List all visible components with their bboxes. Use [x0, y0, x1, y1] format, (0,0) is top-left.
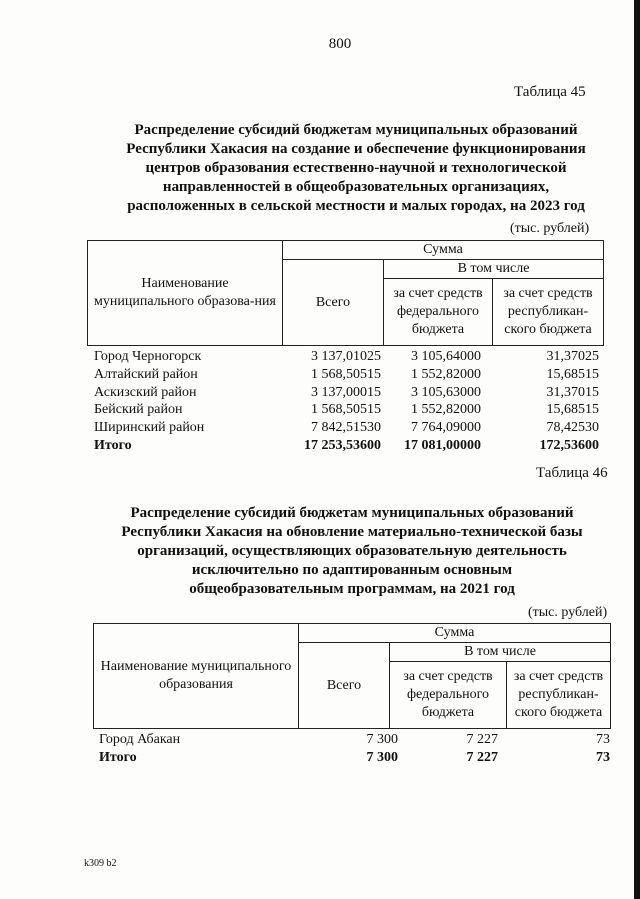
row-republic: 15,68515: [546, 402, 599, 418]
row-republic: 31,37015: [546, 384, 599, 400]
header-sum: Сумма: [283, 241, 604, 260]
summary-federal: 7 227: [466, 749, 498, 765]
title-line: Распределение субсидий бюджетам муниципальных образований: [134, 122, 578, 138]
row-federal: 1 552,82000: [411, 366, 481, 382]
row-total: 1 568,50515: [311, 366, 381, 382]
table-45-body: [94, 348, 599, 455]
row-federal: 7 227: [466, 732, 498, 747]
table-45-units: (тыс. рублей): [510, 221, 590, 236]
title-line: направленностей в общеобразовательных организациях,: [162, 179, 550, 195]
table-row: [94, 419, 599, 437]
summary-name: Итого: [99, 749, 137, 765]
row-name: Город Черногорск: [94, 349, 202, 364]
table-row: [94, 348, 599, 366]
header-including: В том числе: [384, 260, 604, 279]
page-number: 800: [328, 36, 352, 52]
header-federal: за счет средств федерального бюджета: [384, 279, 493, 346]
summary-name: Итого: [94, 437, 132, 453]
row-total: 3 137,00015: [311, 384, 381, 400]
header-total: Всего: [283, 260, 384, 346]
scan-edge: [634, 0, 640, 899]
table-summary-row: [94, 437, 599, 455]
table-46-label: Таблица 46: [536, 465, 608, 481]
table-45-header: [87, 240, 604, 346]
table-summary-row: [99, 749, 610, 767]
header-republic: за счет средств республикан-ского бюджета: [507, 662, 611, 729]
table-45-label: Таблица 45: [514, 84, 586, 100]
header-name-col: Наименование муниципального образова-ния: [88, 241, 283, 346]
row-total: 7 842,51530: [311, 420, 381, 436]
title-line: организаций, осуществляющих образовательную деятельность: [137, 543, 567, 559]
header-including: В том числе: [390, 643, 611, 662]
title-line: Республики Хакасия на создание и обеспечение функционирования: [126, 141, 586, 157]
summary-total: 7 300: [366, 749, 398, 765]
title-line: исключительно по адаптированным основным: [191, 562, 513, 578]
row-name: Бейский район: [94, 402, 183, 418]
header-name-col: Наименование муниципального образования: [94, 624, 299, 729]
row-federal: 7 764,09000: [411, 420, 481, 436]
row-republic: 78,42530: [546, 420, 599, 436]
table-row: [94, 384, 599, 402]
footer-code: k309 b2: [84, 858, 117, 869]
title-line: общеобразовательным программам, на 2021 год: [189, 581, 515, 597]
summary-republic: 73: [596, 749, 610, 765]
title-line: Распределение субсидий бюджетам муниципальных образований: [130, 505, 574, 521]
row-republic: 31,37025: [546, 349, 599, 364]
header-sum: Сумма: [299, 624, 611, 643]
summary-federal: 17 081,00000: [404, 437, 481, 453]
table-row: [94, 401, 599, 419]
table-46-body: [99, 731, 610, 767]
row-republic: 73: [596, 732, 610, 747]
table-row: [94, 366, 599, 384]
row-name: Аскизский район: [94, 384, 197, 400]
row-republic: 15,68515: [546, 366, 599, 382]
title-line: расположенных в сельской местности и малых городах, на 2023 год: [127, 198, 585, 214]
title-line: Республики Хакасия на обновление материально-технической базы: [121, 524, 583, 540]
row-total: 1 568,50515: [311, 402, 381, 418]
row-federal: 1 552,82000: [411, 402, 481, 418]
table-45-title: [96, 121, 616, 216]
table-row: [99, 731, 610, 749]
title-line: центров образования естественно-научной и технологической: [145, 160, 567, 176]
table-46-units: (тыс. рублей): [528, 605, 608, 620]
header-federal: за счет средств федерального бюджета: [390, 662, 507, 729]
row-total: 3 137,01025: [311, 349, 381, 364]
header-total: Всего: [299, 643, 390, 729]
header-republic: за счет средств республикан-ского бюджета: [493, 279, 604, 346]
summary-total: 17 253,53600: [304, 437, 381, 453]
summary-republic: 172,53600: [539, 437, 599, 453]
table-46-title: [92, 504, 612, 599]
row-federal: 3 105,63000: [411, 384, 481, 400]
row-name: Алтайский район: [94, 366, 198, 382]
row-total: 7 300: [366, 732, 398, 747]
row-name: Ширинский район: [94, 420, 205, 436]
table-46-header: [93, 623, 611, 729]
row-name: Город Абакан: [99, 732, 181, 747]
row-federal: 3 105,64000: [411, 349, 481, 364]
